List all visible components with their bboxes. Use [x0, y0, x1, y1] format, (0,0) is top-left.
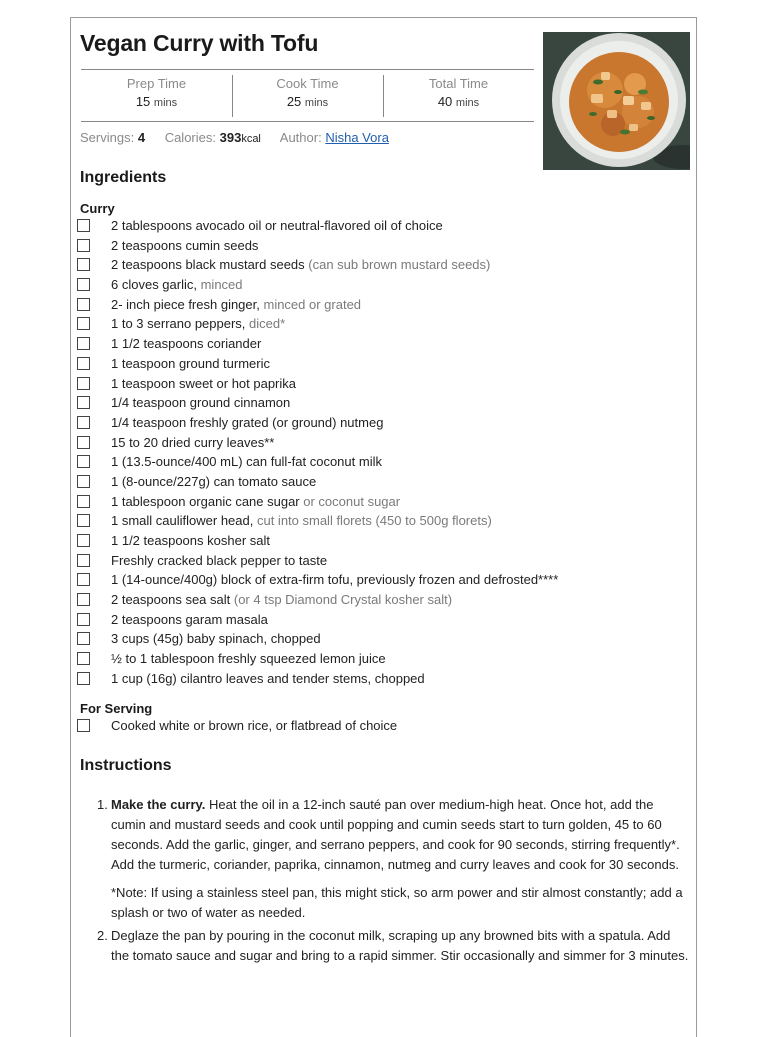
ingredient-main: 2 teaspoons garam masala	[111, 611, 268, 627]
ingredient-text	[111, 257, 490, 272]
ingredient-text	[111, 572, 558, 587]
ingredient-checkbox[interactable]	[77, 455, 90, 468]
ingredient-checkbox[interactable]	[77, 278, 90, 291]
ingredient-text	[111, 494, 400, 509]
prep-time-value	[81, 94, 232, 109]
ingredient-checkbox[interactable]	[77, 475, 90, 488]
ingredient-note: (can sub brown mustard seeds)	[304, 257, 491, 273]
ingredient-checkbox[interactable]	[77, 436, 90, 449]
ingredient-note: or coconut sugar	[299, 493, 401, 509]
ingredient-note: minced	[196, 277, 243, 293]
ingredient-main: 2 teaspoons black mustard seeds	[111, 257, 305, 273]
instruction-step	[91, 926, 691, 966]
ingredient-text	[111, 238, 258, 253]
ingredient-main: 1 cup (16g) cilantro leaves and tender stems, chopped	[111, 670, 425, 686]
ingredient-main: 6 cloves garlic,	[111, 277, 197, 293]
ingredient-text	[111, 718, 397, 733]
cook-time-number: 25	[286, 94, 302, 109]
recipe-title: Vegan Curry with Tofu	[80, 30, 319, 56]
ingredient-main: 1/4 teaspoon ground cinnamon	[111, 395, 291, 411]
ingredient-checkbox[interactable]	[77, 632, 90, 645]
ingredient-text	[111, 671, 425, 686]
ingredient-text	[111, 356, 270, 371]
total-time-value	[383, 94, 534, 109]
ingredient-main: 15 to 20 dried curry leaves**	[111, 434, 275, 450]
ingredient-main: 1 teaspoon ground turmeric	[111, 355, 270, 371]
recipe-meta	[80, 130, 389, 145]
prep-time-unit: mins	[153, 97, 178, 109]
calories-label: Calories:	[164, 130, 216, 145]
ingredient-text	[111, 631, 321, 646]
ingredient-main: 1 1/2 teaspoons kosher salt	[111, 533, 270, 548]
prep-time-number: 15	[135, 94, 151, 109]
ingredient-main: 2- inch piece fresh ginger,	[111, 296, 260, 312]
ingredient-main: 1 to 3 serrano peppers,	[111, 316, 246, 332]
cook-time-unit: mins	[304, 97, 329, 109]
ingredient-main: 1 tablespoon organic cane sugar	[111, 493, 300, 509]
servings-label: Servings:	[80, 130, 135, 145]
ingredient-checkbox[interactable]	[77, 672, 90, 685]
step-lead: Make the curry.	[111, 797, 206, 812]
ingredient-checkbox[interactable]	[77, 298, 90, 311]
for-serving-subheading: For Serving	[80, 701, 153, 716]
ingredient-main: 1 small cauliflower head,	[111, 513, 254, 529]
total-time-number: 40	[437, 94, 453, 109]
total-time-unit: mins	[455, 97, 480, 109]
time-summary	[81, 69, 534, 122]
step-body: Deglaze the pan by pouring in the coconut milk, scraping up any browned bits with a spatula. Add the tomato sauce and sugar and bring to a rapid simmer. Stir occasionally and simmer for 3 minutes.	[111, 928, 689, 964]
ingredient-note: minced or grated	[259, 296, 362, 312]
ingredient-text	[111, 474, 316, 489]
ingredient-text	[111, 454, 382, 469]
ingredient-text	[111, 297, 361, 312]
ingredient-checkbox[interactable]	[77, 317, 90, 330]
step-number: 1.	[97, 797, 108, 812]
step-text	[111, 926, 691, 966]
ingredient-note: cut into small florets (450 to 500g florets)	[253, 513, 492, 529]
ingredient-text	[111, 395, 290, 410]
recipe-photo	[543, 32, 690, 170]
step-text	[111, 795, 691, 875]
cook-time-value	[232, 94, 383, 109]
ingredient-checkbox[interactable]	[77, 652, 90, 665]
ingredient-text	[111, 415, 383, 430]
cook-time-label: Cook Time	[276, 76, 339, 91]
ingredient-text	[111, 651, 386, 666]
ingredient-text	[111, 376, 296, 391]
ingredient-checkbox[interactable]	[77, 258, 90, 271]
ingredient-checkbox[interactable]	[77, 416, 90, 429]
instruction-step	[91, 795, 691, 922]
ingredient-text	[111, 277, 243, 292]
ingredient-checkbox[interactable]	[77, 719, 90, 732]
ingredient-checkbox[interactable]	[77, 396, 90, 409]
ingredient-main: 1 (14-ounce/400g) block of extra-firm tofu, previously frozen and defrosted****	[111, 572, 559, 588]
ingredient-note: diced*	[245, 316, 286, 332]
ingredient-text	[111, 316, 285, 331]
ingredient-checkbox[interactable]	[77, 554, 90, 567]
ingredient-main: 3 cups (45g) baby spinach, chopped	[111, 631, 321, 647]
ingredient-main: 1/4 teaspoon freshly grated (or ground) nutmeg	[111, 414, 384, 430]
ingredient-main: 1 1/2 teaspoons coriander	[111, 336, 262, 352]
ingredient-checkbox[interactable]	[77, 219, 90, 232]
prep-time	[81, 70, 232, 121]
ingredient-main: ½ to 1 tablespoon freshly squeezed lemon juice	[111, 651, 386, 667]
ingredient-text	[111, 553, 327, 568]
ingredient-checkbox[interactable]	[77, 377, 90, 390]
ingredient-checkbox[interactable]	[77, 593, 90, 606]
ingredient-text	[111, 513, 492, 528]
ingredient-checkbox[interactable]	[77, 239, 90, 252]
total-time-label: Total Time	[428, 76, 489, 91]
ingredient-checkbox[interactable]	[77, 534, 90, 547]
ingredient-text	[111, 336, 261, 351]
ingredient-text	[111, 533, 270, 548]
ingredient-checkbox[interactable]	[77, 337, 90, 350]
instructions-list	[91, 795, 691, 966]
ingredient-main: Freshly cracked black pepper to taste	[111, 552, 328, 568]
ingredient-main: Cooked white or brown rice, or flatbread of choice	[111, 718, 398, 733]
author-label: Author:	[279, 130, 322, 145]
servings-value: 4	[137, 130, 146, 145]
curry-subheading: Curry	[80, 201, 115, 216]
ingredient-checkbox[interactable]	[77, 495, 90, 508]
total-time	[383, 70, 534, 121]
ingredient-main: 2 tablespoons avocado oil or neutral-flavored oil of choice	[111, 218, 443, 233]
author-link[interactable]: Nisha Vora	[325, 130, 389, 145]
instructions-heading: Instructions	[80, 757, 172, 774]
step-number: 2.	[97, 928, 108, 944]
step-body: Heat the oil in a 12-inch sauté pan over medium-high heat. Once hot, add the cumin and mustard seeds and cook until popping and cumin seeds start to turn golden, 45 to 60 seconds. Add the garlic, ginger, and serrano peppers, and cook for 90 seconds, stirring frequently*. Add the turmeric, coriander, paprika, cinnamon, nutmeg and curry leaves and cook for 30 seconds.	[111, 797, 680, 872]
ingredient-main: 1 teaspoon sweet or hot paprika	[111, 375, 297, 391]
ingredient-checkbox[interactable]	[77, 514, 90, 527]
ingredients-heading: Ingredients	[80, 169, 167, 186]
ingredient-text	[111, 218, 443, 233]
ingredient-text	[111, 435, 274, 450]
ingredient-main: 2 teaspoons cumin seeds	[111, 237, 259, 253]
calories-unit: kcal	[241, 133, 261, 145]
ingredient-checkbox[interactable]	[77, 573, 90, 586]
curry-bowl-image	[543, 32, 690, 170]
ingredient-text	[111, 592, 452, 607]
step-note: *Note: If using a stainless steel pan, this might stick, so arm power and stir almost constantly; add a splash or two of water as needed.	[111, 884, 683, 920]
cook-time	[232, 70, 383, 121]
ingredient-main: 1 (13.5-ounce/400 mL) can full-fat coconut milk	[111, 454, 382, 470]
ingredient-main: 1 (8-ounce/227g) can tomato sauce	[111, 473, 317, 489]
ingredient-note: (or 4 tsp Diamond Crystal kosher salt)	[230, 592, 453, 608]
prep-time-label: Prep Time	[126, 76, 187, 91]
ingredient-checkbox[interactable]	[77, 357, 90, 370]
ingredient-checkbox[interactable]	[77, 613, 90, 626]
calories-value: 393	[219, 130, 242, 145]
recipe-card	[70, 17, 697, 1037]
ingredient-main: 2 teaspoons sea salt	[111, 592, 231, 608]
ingredient-text	[111, 612, 268, 627]
